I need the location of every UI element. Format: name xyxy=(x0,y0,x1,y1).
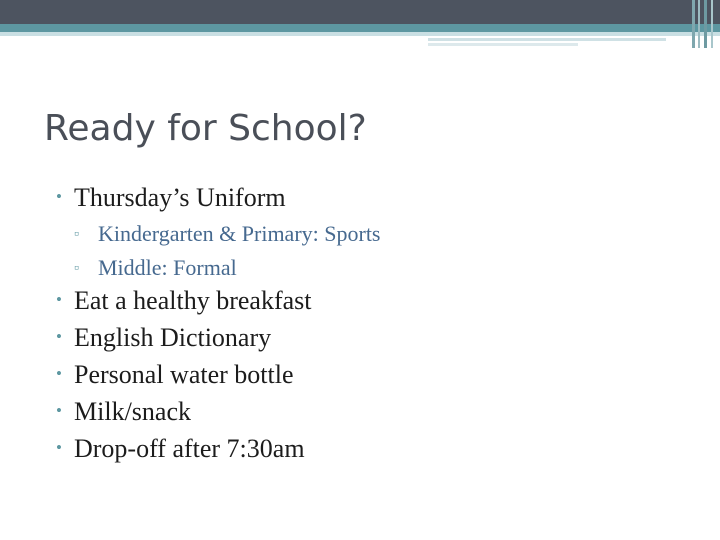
bullet-icon: • xyxy=(56,187,62,207)
slide-title: Ready for School? xyxy=(44,108,367,149)
bullet-text: English Dictionary xyxy=(74,323,272,352)
sub-bullet-text: Middle: Formal xyxy=(98,255,237,280)
bullet-text: Thursday’s Uniform xyxy=(74,183,286,212)
sub-bullet-icon: ▫ xyxy=(74,227,79,242)
bullet-item xyxy=(56,397,191,427)
bullet-icon: • xyxy=(56,327,62,347)
bullet-text: Eat a healthy breakfast xyxy=(74,286,312,315)
bullet-item xyxy=(56,323,271,353)
bullet-item xyxy=(56,183,286,213)
bullet-text: Personal water bottle xyxy=(74,360,294,389)
bullet-icon: • xyxy=(56,364,62,384)
bullet-item xyxy=(56,360,294,390)
sub-bullet-item xyxy=(74,221,381,247)
bullet-item xyxy=(56,286,312,316)
bullet-item xyxy=(56,434,305,464)
bullet-icon: • xyxy=(56,401,62,421)
sub-bullet-text: Kindergarten & Primary: Sports xyxy=(98,221,381,246)
bullet-icon: • xyxy=(56,438,62,458)
bullet-text: Drop-off after 7:30am xyxy=(74,434,305,463)
sub-bullet-item xyxy=(74,255,237,281)
bullet-text: Milk/snack xyxy=(74,397,191,426)
bullet-icon: • xyxy=(56,290,62,310)
sub-bullet-icon: ▫ xyxy=(74,261,79,276)
